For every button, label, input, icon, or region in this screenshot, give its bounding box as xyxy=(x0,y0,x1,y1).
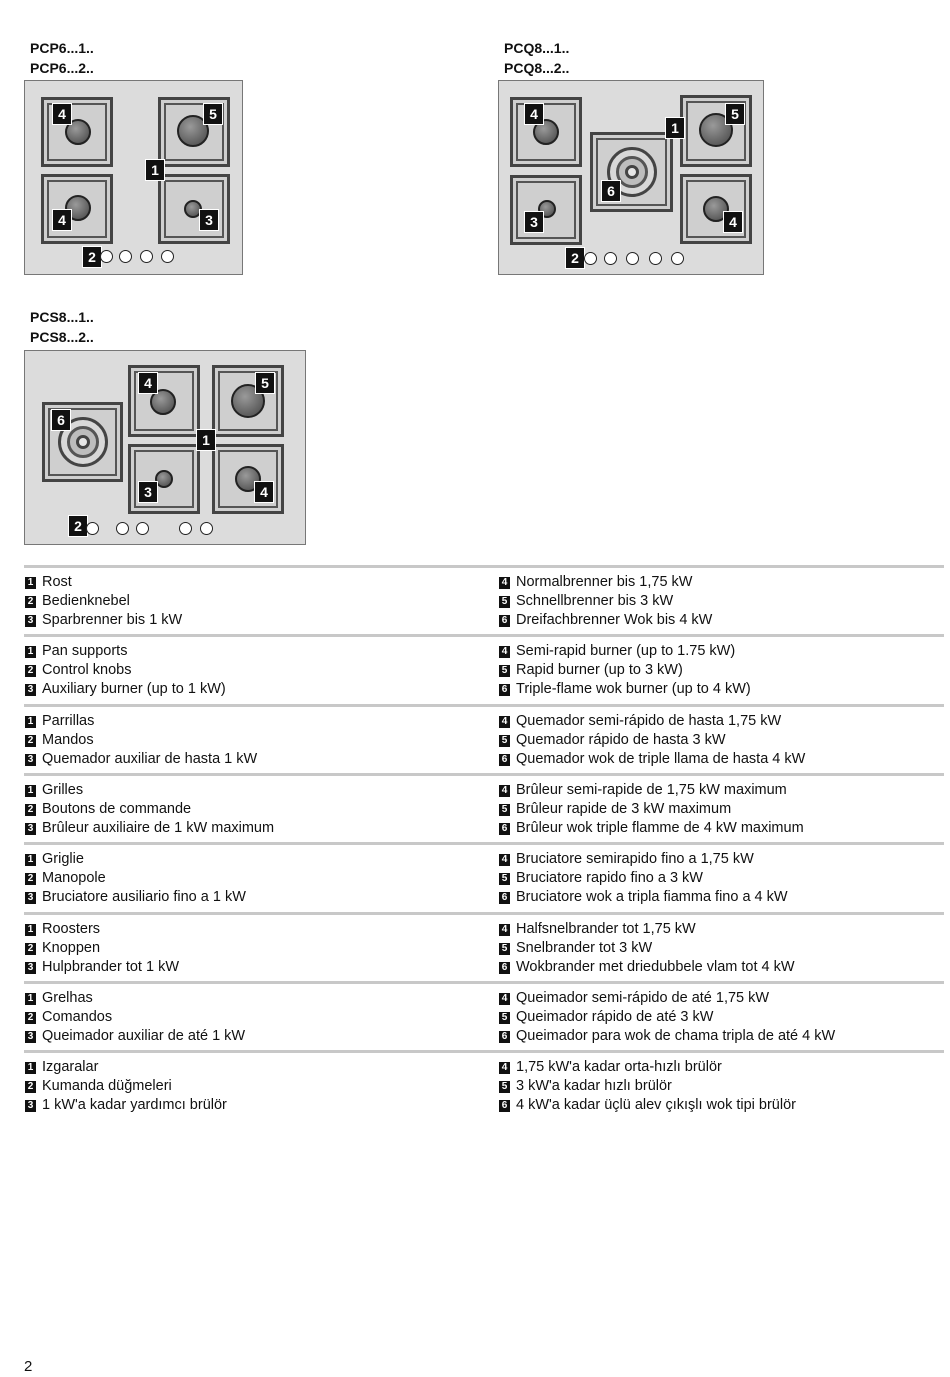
model-line: PCS8...2.. xyxy=(30,329,94,345)
legend-item-number: 4 xyxy=(499,993,510,1005)
legend-item-number: 6 xyxy=(499,1100,510,1112)
model-line: PCP6...2.. xyxy=(30,60,94,76)
legend-item-text: Control knobs xyxy=(42,662,132,679)
legend-item-number: 3 xyxy=(25,962,36,974)
legend-item-number: 1 xyxy=(25,646,36,658)
legend-item xyxy=(499,819,804,838)
legend-item xyxy=(25,1008,112,1027)
legend-item-text: 1 kW'a kadar yardımcı brülör xyxy=(42,1097,227,1114)
legend-item-number: 6 xyxy=(499,615,510,627)
legend-item xyxy=(499,939,652,958)
model-line: PCQ8...1.. xyxy=(504,40,570,56)
callout-4: 4 xyxy=(723,211,743,233)
legend-item-number: 2 xyxy=(25,943,36,955)
legend-item-number: 5 xyxy=(499,665,510,677)
control-knob xyxy=(179,522,192,535)
legend-item-number: 1 xyxy=(25,1062,36,1074)
callout-4: 4 xyxy=(52,209,72,231)
legend-item xyxy=(25,800,191,819)
legend-item-text: Hulpbrander tot 1 kW xyxy=(42,958,180,975)
legend-item-text: Grelhas xyxy=(42,989,93,1006)
legend-item-text: Normalbrenner bis 1,75 kW xyxy=(516,574,693,590)
legend-item xyxy=(25,712,94,731)
legend-item xyxy=(25,611,182,630)
callout-6: 6 xyxy=(601,180,621,202)
legend-item xyxy=(25,920,100,939)
legend-item-number: 6 xyxy=(499,823,510,835)
callout-3: 3 xyxy=(524,211,544,233)
control-knob xyxy=(626,252,639,265)
legend-item xyxy=(25,1077,172,1096)
control-knob xyxy=(100,250,113,263)
legend-item xyxy=(499,573,693,592)
hob-diagram-pcs8 xyxy=(24,350,306,545)
legend-item-text: Queimador semi-rápido de até 1,75 kW xyxy=(516,989,770,1006)
legend-item-number: 5 xyxy=(499,1081,510,1093)
legend-item-text: 1,75 kW'a kadar orta-hızlı brülör xyxy=(516,1059,722,1076)
callout-3: 3 xyxy=(138,481,158,503)
control-knob xyxy=(649,252,662,265)
legend-item-text: Rost xyxy=(42,574,72,590)
legend-item-number: 4 xyxy=(499,854,510,866)
legend-item xyxy=(499,1096,796,1115)
callout-1: 1 xyxy=(196,429,216,451)
legend-item-text: Sparbrenner bis 1 kW xyxy=(42,612,183,628)
legend-item-number: 4 xyxy=(499,1062,510,1074)
legend-item xyxy=(25,573,72,592)
legend-item-number: 1 xyxy=(25,785,36,797)
legend-item-number: 4 xyxy=(499,924,510,936)
legend-item-text: Rapid burner (up to 3 kW) xyxy=(516,662,683,679)
legend-item-text: Izgaralar xyxy=(42,1059,99,1076)
legend-item-text: Bruciatore semirapido fino a 1,75 kW xyxy=(516,851,754,868)
legend-item-text: Auxiliary burner (up to 1 kW) xyxy=(42,681,226,698)
callout-2: 2 xyxy=(68,515,88,537)
legend-item-text: Snelbrander tot 3 kW xyxy=(516,939,653,956)
model-line: PCS8...1.. xyxy=(30,309,94,325)
callout-1: 1 xyxy=(145,159,165,181)
legend-item-number: 5 xyxy=(499,804,510,816)
legend-item-number: 2 xyxy=(25,596,36,608)
legend-item-text: Roosters xyxy=(42,920,101,937)
control-knob xyxy=(136,522,149,535)
legend-item-number: 4 xyxy=(499,785,510,797)
legend-item xyxy=(25,1027,245,1046)
legend-separator xyxy=(24,565,944,568)
legend-item-number: 6 xyxy=(499,684,510,696)
legend-item-text: Brûleur semi-rapide de 1,75 kW maximum xyxy=(516,781,787,798)
legend-item xyxy=(25,1058,98,1077)
callout-1: 1 xyxy=(665,117,685,139)
legend-item-number: 1 xyxy=(25,716,36,728)
callout-5: 5 xyxy=(255,372,275,394)
legend-item-number: 5 xyxy=(499,943,510,955)
legend-item xyxy=(25,642,127,661)
legend-item-number: 3 xyxy=(25,754,36,766)
legend-item-number: 6 xyxy=(499,962,510,974)
model-label-pcp6 xyxy=(30,38,94,78)
legend-item-number: 5 xyxy=(499,873,510,885)
callout-5: 5 xyxy=(725,103,745,125)
legend-item-text: Kumanda düğmeleri xyxy=(42,1078,172,1095)
legend-item-text: Quemador wok de triple llama de hasta 4 kW xyxy=(516,750,806,767)
legend-item-number: 3 xyxy=(25,892,36,904)
legend-item-text: Quemador auxiliar de hasta 1 kW xyxy=(42,750,258,767)
legend-item-number: 1 xyxy=(25,993,36,1005)
legend-item-text: Triple-flame wok burner (up to 4 kW) xyxy=(516,681,751,698)
legend-item-text: Brûleur wok triple flamme de 4 kW maximum xyxy=(516,819,804,836)
legend-item-text: Dreifachbrenner Wok bis 4 kW xyxy=(516,612,713,628)
legend-item-text: Brûleur rapide de 3 kW maximum xyxy=(516,800,732,817)
control-knob xyxy=(86,522,99,535)
legend-item-text: Grilles xyxy=(42,781,84,798)
control-knob xyxy=(140,250,153,263)
legend-item-number: 3 xyxy=(25,1100,36,1112)
legend-item-text: Quemador semi-rápido de hasta 1,75 kW xyxy=(516,712,782,729)
legend-item-number: 2 xyxy=(25,804,36,816)
legend-item xyxy=(25,680,226,699)
control-knob xyxy=(119,250,132,263)
callout-4: 4 xyxy=(138,372,158,394)
legend-item xyxy=(499,850,754,869)
legend-separator xyxy=(24,1050,944,1053)
legend-item-number: 4 xyxy=(499,646,510,658)
control-knob xyxy=(584,252,597,265)
legend-item-text: Bruciatore rapido fino a 3 kW xyxy=(516,870,703,887)
legend-item-number: 4 xyxy=(499,716,510,728)
legend-item xyxy=(499,661,683,680)
legend-item-text: Halfsnelbrander tot 1,75 kW xyxy=(516,920,696,937)
legend-item-text: Mandos xyxy=(42,731,94,748)
legend-item xyxy=(25,592,130,611)
legend-item-number: 1 xyxy=(25,577,36,589)
legend-item xyxy=(25,888,246,907)
legend-item-text: Griglie xyxy=(42,851,84,868)
legend-item-text: Bruciatore ausiliario fino a 1 kW xyxy=(42,889,246,906)
legend-item-text: Manopole xyxy=(42,870,106,887)
legend-item xyxy=(25,1096,227,1115)
legend-separator xyxy=(24,704,944,707)
legend-item-text: Parrillas xyxy=(42,712,95,729)
legend-item xyxy=(25,781,83,800)
hob-diagram-pcp6 xyxy=(24,80,243,275)
control-knob xyxy=(200,522,213,535)
legend-separator xyxy=(24,912,944,915)
legend-item-text: Bruciatore wok a tripla fiamma fino a 4 kW xyxy=(516,889,788,906)
legend-item xyxy=(499,750,805,769)
callout-2: 2 xyxy=(565,247,585,269)
legend-item xyxy=(25,731,94,750)
legend-item-text: Boutons de commande xyxy=(42,800,192,817)
legend-item-number: 4 xyxy=(499,577,510,589)
legend-separator xyxy=(24,981,944,984)
legend-item xyxy=(25,939,100,958)
legend-item-text: Comandos xyxy=(42,1008,113,1025)
hob-diagram-pcq8 xyxy=(498,80,764,275)
legend-item xyxy=(499,958,795,977)
legend-item-text: 3 kW'a kadar hızlı brülör xyxy=(516,1078,672,1095)
legend-item xyxy=(25,850,84,869)
legend-item xyxy=(499,1008,713,1027)
legend-item-text: Pan supports xyxy=(42,643,128,660)
legend-item-number: 2 xyxy=(25,873,36,885)
legend-item-number: 1 xyxy=(25,924,36,936)
legend-item-number: 3 xyxy=(25,684,36,696)
legend-item-text: Brûleur auxiliaire de 1 kW maximum xyxy=(42,819,275,836)
control-knob xyxy=(116,522,129,535)
legend-item-text: Wokbrander met driedubbele vlam tot 4 kW xyxy=(516,958,795,975)
legend-item-number: 2 xyxy=(25,1081,36,1093)
control-knob xyxy=(604,252,617,265)
legend-item-number: 3 xyxy=(25,615,36,627)
legend-item xyxy=(499,781,787,800)
legend-item xyxy=(499,680,751,699)
legend-item-number: 2 xyxy=(25,665,36,677)
callout-3: 3 xyxy=(199,209,219,231)
legend-item xyxy=(499,800,731,819)
legend-item xyxy=(499,642,735,661)
legend-item xyxy=(499,888,788,907)
legend-item-text: Queimador para wok de chama tripla de até 4 kW xyxy=(516,1027,836,1044)
model-line: PCQ8...2.. xyxy=(504,60,570,76)
control-knob xyxy=(161,250,174,263)
legend-item xyxy=(25,819,274,838)
model-label-pcs8 xyxy=(30,307,94,347)
legend-item-number: 5 xyxy=(499,735,510,747)
legend-item xyxy=(499,989,769,1008)
legend-item-text: Quemador rápido de hasta 3 kW xyxy=(516,731,726,748)
legend-item-text: Bedienknebel xyxy=(42,593,130,609)
legend-item xyxy=(499,712,781,731)
legend-item-text: 4 kW'a kadar üçlü alev çıkışlı wok tipi brülör xyxy=(516,1097,796,1114)
model-line: PCP6...1.. xyxy=(30,40,94,56)
legend-item xyxy=(25,989,93,1008)
legend-item xyxy=(499,611,712,630)
legend-item xyxy=(25,661,131,680)
legend-separator xyxy=(24,773,944,776)
legend-item-text: Knoppen xyxy=(42,939,101,956)
legend-separator xyxy=(24,634,944,637)
legend-item-number: 5 xyxy=(499,1012,510,1024)
legend-item-number: 6 xyxy=(499,1031,510,1043)
callout-4: 4 xyxy=(524,103,544,125)
legend-item xyxy=(499,1027,835,1046)
legend-item xyxy=(499,869,703,888)
callout-4: 4 xyxy=(254,481,274,503)
page-number: 2 xyxy=(24,1358,33,1375)
legend-item xyxy=(25,869,106,888)
callout-5: 5 xyxy=(203,103,223,125)
legend-item-number: 3 xyxy=(25,1031,36,1043)
legend-item xyxy=(25,750,257,769)
legend-item-number: 2 xyxy=(25,1012,36,1024)
control-knob xyxy=(671,252,684,265)
legend-item-number: 1 xyxy=(25,854,36,866)
legend-item-number: 5 xyxy=(499,596,510,608)
callout-4: 4 xyxy=(52,103,72,125)
legend-separator xyxy=(24,842,944,845)
legend-item xyxy=(499,731,726,750)
legend-item-text: Queimador rápido de até 3 kW xyxy=(516,1008,714,1025)
legend-item xyxy=(499,920,696,939)
legend-item xyxy=(25,958,179,977)
legend-item-number: 6 xyxy=(499,754,510,766)
legend-item xyxy=(499,1058,722,1077)
callout-6: 6 xyxy=(51,409,71,431)
legend-item xyxy=(499,592,673,611)
legend-item xyxy=(499,1077,672,1096)
callout-2: 2 xyxy=(82,246,102,268)
legend-item-text: Schnellbrenner bis 3 kW xyxy=(516,593,674,609)
legend-item-number: 6 xyxy=(499,892,510,904)
legend-item-text: Semi-rapid burner (up to 1.75 kW) xyxy=(516,643,736,660)
legend-item-text: Queimador auxiliar de até 1 kW xyxy=(42,1027,246,1044)
model-label-pcq8 xyxy=(504,38,569,78)
legend-item-number: 2 xyxy=(25,735,36,747)
legend-item-number: 3 xyxy=(25,823,36,835)
